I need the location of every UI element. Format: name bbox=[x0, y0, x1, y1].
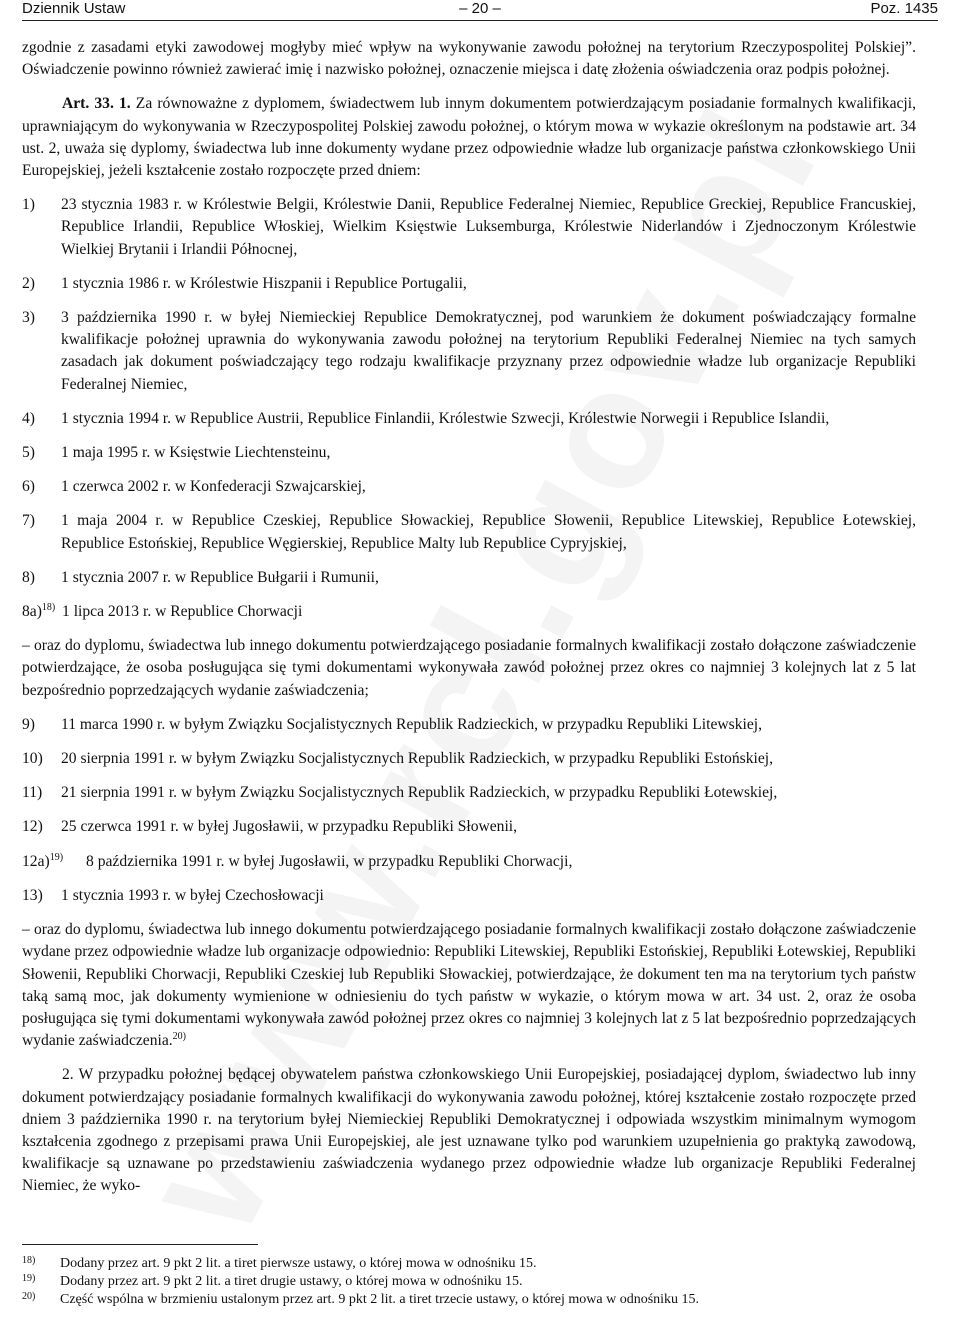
item-text: 1 lipca 2013 r. w Republice Chorwacji bbox=[62, 603, 303, 621]
footnote-ref: 20) bbox=[172, 1031, 187, 1043]
item-number: 3) bbox=[22, 309, 35, 327]
item-number: 8) bbox=[22, 568, 35, 586]
list-item-12a bbox=[22, 851, 916, 873]
footnotes bbox=[22, 1244, 916, 1309]
footnote bbox=[22, 1291, 916, 1309]
item-number: 9) bbox=[22, 715, 35, 733]
item-text: 1 stycznia 1994 r. w Republice Austrii, Republice Finlandii, Królestwie Szwecji, Królestwie Norwegii i Republice Islandii, bbox=[61, 409, 830, 427]
list-item bbox=[22, 194, 916, 261]
item-text: 1 czerwca 2002 r. w Konfederacji Szwajcarskiej, bbox=[61, 478, 366, 496]
list-item bbox=[22, 510, 916, 554]
footnote-text: Dodany przez art. 9 pkt 2 lit. a tiret drugie ustawy, o której mowa w odnośniku 15. bbox=[60, 1274, 523, 1289]
list-item-8a bbox=[22, 601, 916, 623]
item-number: 4) bbox=[22, 409, 35, 427]
paragraph-2: 2. W przypadku położnej będącej obywatelem państwa członkowskiego Unii Europejskiej, posiadającej dyplom, świadectwo lub inny dokument potwierdzający posiadanie formalnych kwalifikacji do wykonywania zawodu położnej, której kształcenie zostało rozpoczęte przed dniem 3 października 1990 r. na terytorium byłej Niemieckiej Republiki Demokratycznej i odpowiada wszystkim minimalnym wymogom kształcenia zgodnego z przepisami prawa Unii Europejskiej, ale jest uznawane tylko pod warunkiem uzupełnienia go praktyką zawodową, kwalifikacje są uznawane po przedstawieniu zaświadczenia wydanego przez odpowiednie władze lub organizacje Republiki Federalnej Niemiec, że wyko- bbox=[22, 1066, 916, 1195]
article-text: Za równoważne z dyplomem, świadectwem lub innym dokumentem potwierdzającym posiadanie formalnych kwalifikacji, uprawniającym do wykonywania w Rzeczypospolitej Polskiej zawodu położnej, o którym mowa w wykazie określonym na podstawie art. 34 ust. 2, uważa się dyplomy, świadectwa lub inne dokumenty wydane przez odpowiednie władze lub organizacje państwa członkowskiego Unii Europejskiej, jeżeli kształcenie zostało rozpoczęte przed dniem: bbox=[22, 95, 916, 180]
article-label: Art. 33. 1. bbox=[62, 95, 131, 113]
item-number: 11) bbox=[22, 784, 43, 802]
item-number: 7) bbox=[22, 512, 35, 530]
dash-paragraph-b bbox=[22, 919, 916, 1052]
journal-title: Dziennik Ustaw bbox=[22, 0, 126, 17]
dash-paragraph-a: – oraz do dyplomu, świadectwa lub innego dokumentu potwierdzającego posiadanie formalnych kwalifikacji zostało dołączone zaświadczenie potwierdzające, że osoba posługująca się tymi dokumentami wykonywała zawód położnej przez okres co najmniej 3 kolejnych lat z 5 lat bezpośrednio poprzedzających wydanie zaświadczenia; bbox=[22, 637, 916, 699]
item-text: 11 marca 1990 r. w byłym Związku Socjalistycznych Republik Radzieckich, w przypadku Republiki Litewskiej, bbox=[61, 715, 762, 733]
dash-paragraph-b-text: – oraz do dyplomu, świadectwa lub innego dokumentu potwierdzającego posiadanie formalnych kwalifikacji zostało dołączone zaświadczenie wydane przez odpowiednie władze lub organizacje odpowiednio: Republiki Litewskiej, Republiki Estońskiej, Republiki Łotewskiej, Republiki Słowenii, Republiki Chorwacji, Republiki Czeskiej lub Republiki Słowackiej, potwierdzające, że dokument ten ma na terytorium tych państw taką samą moc, jak dokumenty wymienione w odniesieniu do tych państw w wykazie, o którym mowa w art. 34 ust. 2, oraz że osoba posługująca się tymi dokumentami wykonywała zawód położnej przez okres co najmniej 3 kolejnych lat z 5 lat bezpośrednio poprzedzających wydanie zaświadczenia. bbox=[22, 921, 916, 1050]
page-number: – 20 – bbox=[459, 0, 501, 17]
list-item bbox=[22, 748, 916, 770]
item-number: 12) bbox=[22, 818, 43, 836]
list-item bbox=[22, 476, 916, 498]
footnote-ref: 18) bbox=[41, 602, 56, 614]
footnote-divider bbox=[22, 1244, 258, 1245]
item-text: 3 października 1990 r. w byłej Niemieckiej Republice Demokratycznej, pod warunkiem że dokument poświadczający formalne kwalifikacje położnej uprawnia do wykonywania zawodu położnej na terytorium Republiki Federalnej Niemiec na tych samych zasadach jak dokument poświadczający tego rodzaju kwalifikacje przyznany przez odpowiednie władze lub organizacje Republiki Federalnej Niemiec, bbox=[61, 309, 916, 393]
intro-paragraph: zgodnie z zasadami etyki zawodowej mogłyby mieć wpływ na wykonywanie zawodu położnej na terytorium Rzeczypospolitej Polskiej”. Oświadczenie powinno również zawierać imię i nazwisko położnej, oznaczenie miejsca i datę złożenia oświadczenia oraz podpis położnej. bbox=[22, 39, 916, 79]
footnote-number: 18) bbox=[22, 1255, 36, 1266]
page-header bbox=[22, 0, 938, 21]
item-number: 10) bbox=[22, 750, 43, 768]
item-text: 1 stycznia 2007 r. w Republice Bułgarii i Rumunii, bbox=[61, 568, 379, 586]
item-number: 2) bbox=[22, 274, 35, 292]
item-number: 13) bbox=[22, 886, 43, 904]
item-text: 21 sierpnia 1991 r. w byłym Związku Socjalistycznych Republik Radzieckich, w przypadku Republiki Łotewskiej, bbox=[61, 784, 778, 802]
footnote-ref: 19) bbox=[49, 851, 64, 863]
item-number: 12a)$^{19)}$ bbox=[22, 851, 64, 870]
document-body bbox=[22, 37, 916, 1198]
item-number: 1) bbox=[22, 196, 35, 214]
item-number: 5) bbox=[22, 444, 35, 462]
list-item bbox=[22, 307, 916, 396]
item-text: 20 sierpnia 1991 r. w byłym Związku Socjalistycznych Republik Radzieckich, w przypadku Republiki Estońskiej, bbox=[61, 750, 773, 768]
footnote-number: 19) bbox=[22, 1273, 36, 1284]
list-item bbox=[22, 408, 916, 430]
list-item bbox=[22, 816, 916, 838]
list-item bbox=[22, 273, 916, 295]
footnote-number: 20) bbox=[22, 1291, 36, 1302]
list-item bbox=[22, 782, 916, 804]
footnote bbox=[22, 1255, 916, 1273]
position-number: Poz. 1435 bbox=[870, 0, 938, 17]
item-text: 1 stycznia 1986 r. w Królestwie Hiszpanii i Republice Portugalii, bbox=[61, 274, 467, 292]
list-item bbox=[22, 714, 916, 736]
list-item bbox=[22, 442, 916, 464]
item-text: 1 maja 1995 r. w Księstwie Liechtensteinu, bbox=[61, 444, 331, 462]
item-text: 8 października 1991 r. w byłej Jugosławii, w przypadku Republiki Chorwacji, bbox=[86, 852, 573, 870]
list-a bbox=[22, 194, 916, 623]
item-text: 23 stycznia 1983 r. w Królestwie Belgii, Królestwie Danii, Republice Federalnej Niemiec, Republice Greckiej, Republice Francuskiej, Republice Irlandii, Republice Włoskiej, Wielkim Księstwie Luksemburga, Królestwie Niderlandów i Zjednoczonym Królestwie Wielkiej Brytanii i Irlandii Północnej, bbox=[61, 196, 916, 258]
item-text: 25 czerwca 1991 r. w byłej Jugosławii, w przypadku Republiki Słowenii, bbox=[61, 818, 518, 836]
footnote-text: Dodany przez art. 9 pkt 2 lit. a tiret pierwsze ustawy, o której mowa w odnośniku 15. bbox=[60, 1256, 537, 1271]
list-b bbox=[22, 714, 916, 907]
item-number: 8a)$^{18)}$ bbox=[22, 602, 56, 621]
list-item bbox=[22, 567, 916, 589]
item-text: 1 maja 2004 r. w Republice Czeskiej, Republice Słowackiej, Republice Słowenii, Republice Litewskiej, Republice Łotewskiej, Republice Estońskiej, Republice Węgierskiej, Republice Malty lub Republice Cypryjskiej, bbox=[61, 512, 916, 552]
item-number: 6) bbox=[22, 478, 35, 496]
item-text: 1 stycznia 1993 r. w byłej Czechosłowacji bbox=[61, 886, 324, 904]
footnote-text: Część wspólna w brzmieniu ustalonym przez art. 9 pkt 2 lit. a tiret trzecie ustawy, o której mowa w odnośniku 15. bbox=[60, 1292, 700, 1307]
footnote bbox=[22, 1273, 916, 1291]
list-item bbox=[22, 885, 916, 907]
article-33-paragraph bbox=[22, 93, 916, 182]
